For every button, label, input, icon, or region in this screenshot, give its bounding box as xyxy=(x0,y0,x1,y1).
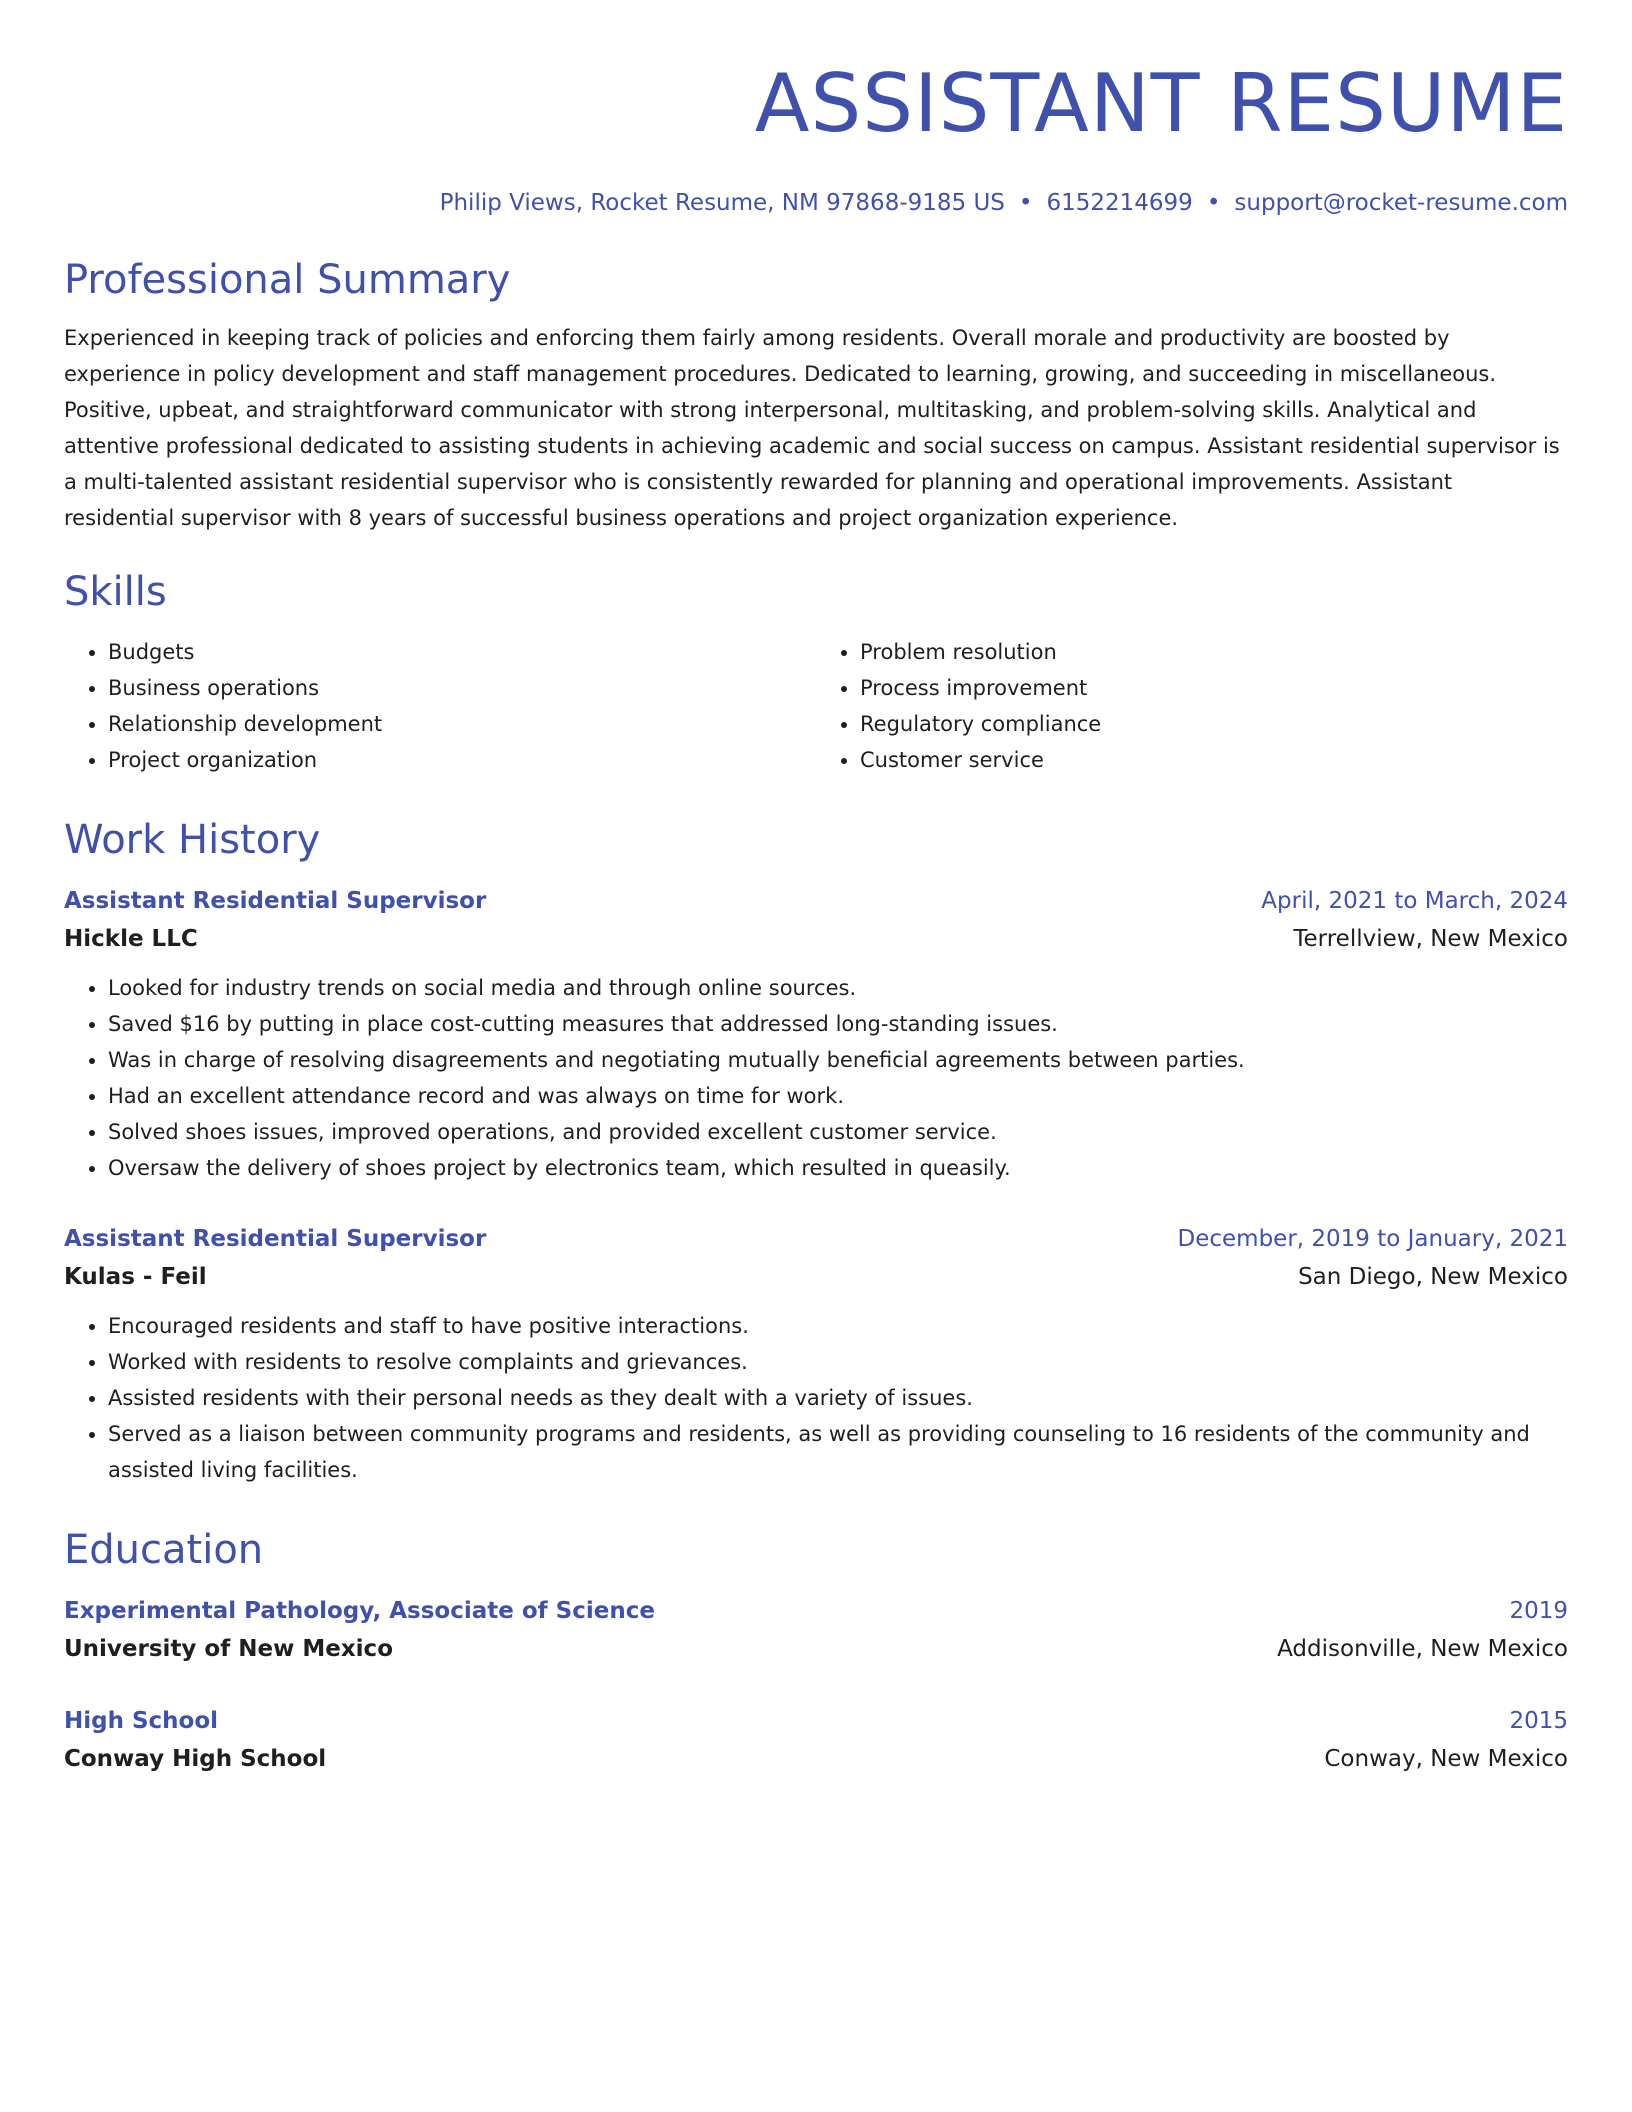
summary-text: Experienced in keeping track of policies and enforcing them fairly among residents. Overall morale and productivity are boosted by experience in policy development and staff management procedures. Dedicated to learning, growing, and succeeding in miscellaneous. Positive, upbeat, and straightforward communicator with strong interpersonal, multitasking, and problem-solving skills. Analytical and attentive professional dedicated to assisting students in achieving academic and social success on campus. Assistant residential supervisor is a multi-talented assistant residential supervisor who is consistently rewarded for planning and operational improvements. Assistant residential supervisor with 8 years of successful business operations and project organization experience. xyxy=(64,326,1560,530)
education-degree: High School xyxy=(64,1708,219,1734)
job-header-row xyxy=(64,882,1568,920)
skills-heading: Skills xyxy=(64,569,167,615)
contact-separator: • xyxy=(1018,190,1033,216)
skill-item: • Business operations xyxy=(108,670,816,706)
skill-item: • Problem resolution xyxy=(860,634,1568,670)
contact-email[interactable]: support@rocket-resume.com xyxy=(1234,190,1568,216)
job-header-row xyxy=(64,1220,1568,1258)
job-bullet: • Encouraged residents and staff to have positive interactions. xyxy=(108,1308,1568,1344)
education-school: University of New Mexico xyxy=(64,1636,393,1662)
job-company-row xyxy=(64,1258,1568,1296)
job-bullet: • Worked with residents to resolve complaints and grievances. xyxy=(108,1344,1568,1380)
education-degree: Experimental Pathology, Associate of Science xyxy=(64,1598,655,1624)
job-dates: April, 2021 to March, 2024 xyxy=(1261,888,1568,914)
job-bullet: • Oversaw the delivery of shoes project by electronics team, which resulted in queasily. xyxy=(108,1150,1568,1186)
skills-list-right xyxy=(816,634,1568,778)
contact-separator: • xyxy=(1206,190,1221,216)
job-bullets xyxy=(64,970,1568,1186)
job-entry xyxy=(64,1220,1568,1488)
job-bullet: • Solved shoes issues, improved operations, and provided excellent customer service. xyxy=(108,1114,1568,1150)
job-bullet: • Had an excellent attendance record and was always on time for work. xyxy=(108,1078,1568,1114)
education-header-row xyxy=(64,1702,1568,1740)
job-bullet: • Assisted residents with their personal needs as they dealt with a variety of issues. xyxy=(108,1380,1568,1416)
job-bullet: • Served as a liaison between community programs and residents, as well as providing counseling to 16 residents of the community and assisted living facilities. xyxy=(108,1416,1568,1488)
education-location: Addisonville, New Mexico xyxy=(1277,1636,1568,1662)
education-entry xyxy=(64,1592,1568,1668)
job-company-row xyxy=(64,920,1568,958)
education-school-row xyxy=(64,1630,1568,1668)
contact-address: Philip Views, Rocket Resume, NM 97868-9185 US xyxy=(439,190,1005,216)
skills-grid xyxy=(64,634,1568,778)
job-role: Assistant Residential Supervisor xyxy=(64,888,487,914)
job-bullet: • Looked for industry trends on social media and through online sources. xyxy=(108,970,1568,1006)
job-dates: December, 2019 to January, 2021 xyxy=(1177,1226,1568,1252)
summary-heading: Professional Summary xyxy=(64,257,511,303)
education-school: Conway High School xyxy=(64,1746,327,1772)
education-heading: Education xyxy=(64,1527,264,1573)
skill-item: • Project organization xyxy=(108,742,816,778)
contact-line xyxy=(64,186,1568,220)
education-entry xyxy=(64,1702,1568,1778)
education-year: 2019 xyxy=(1509,1598,1568,1624)
education-header-row xyxy=(64,1592,1568,1630)
job-bullets xyxy=(64,1308,1568,1488)
job-bullet: • Saved $16 by putting in place cost-cutting measures that addressed long-standing issues. xyxy=(108,1006,1568,1042)
skills-list-left xyxy=(64,634,816,778)
job-company: Hickle LLC xyxy=(64,926,198,952)
job-location: Terrellview, New Mexico xyxy=(1293,926,1568,952)
work-heading: Work History xyxy=(64,817,321,863)
skill-item: • Relationship development xyxy=(108,706,816,742)
resume-title: ASSISTANT RESUME xyxy=(754,57,1568,150)
job-company: Kulas - Feil xyxy=(64,1264,207,1290)
education-location: Conway, New Mexico xyxy=(1324,1746,1568,1772)
job-location: San Diego, New Mexico xyxy=(1298,1264,1568,1290)
education-school-row xyxy=(64,1740,1568,1778)
job-role: Assistant Residential Supervisor xyxy=(64,1226,487,1252)
skill-item: • Customer service xyxy=(860,742,1568,778)
job-bullet: • Was in charge of resolving disagreements and negotiating mutually beneficial agreements between parties. xyxy=(108,1042,1568,1078)
skill-item: • Regulatory compliance xyxy=(860,706,1568,742)
skill-item: • Process improvement xyxy=(860,670,1568,706)
job-entry xyxy=(64,882,1568,1186)
skill-item: • Budgets xyxy=(108,634,816,670)
contact-phone: 6152214699 xyxy=(1046,190,1193,216)
education-year: 2015 xyxy=(1509,1708,1568,1734)
